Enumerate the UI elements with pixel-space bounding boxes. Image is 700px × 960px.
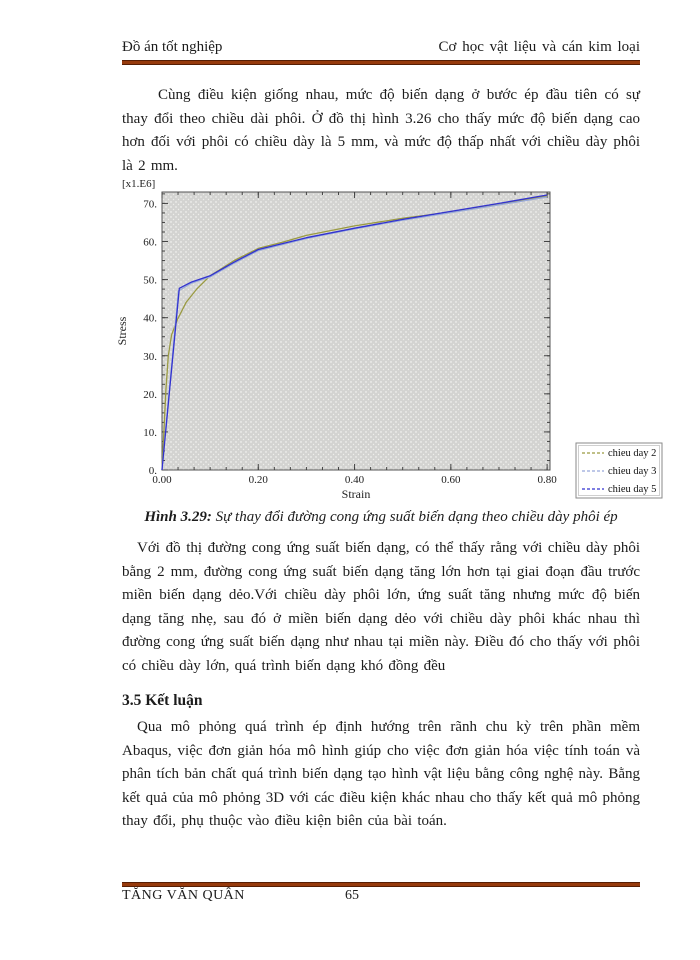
y-axis-label: Stress [115, 316, 129, 346]
chart-legend [576, 443, 662, 498]
chart-canvas [0, 176, 700, 510]
footer-rule [122, 882, 640, 887]
y-tick-label: 10. [143, 426, 157, 439]
x-tick-label: 0.80 [537, 474, 557, 486]
section-heading: 3.5 Kết luận [122, 692, 203, 709]
legend-label: chieu day 5 [608, 484, 657, 495]
x-tick-label: 0.20 [248, 474, 268, 486]
x-axis-label: Strain [341, 487, 371, 501]
figure-caption-label: Hình 3.29: [144, 509, 212, 525]
y-tick-label: 20. [143, 388, 157, 401]
header-rule [122, 60, 640, 65]
axis-scale-note: [x1.E6] [122, 178, 156, 190]
legend-label: chieu day 3 [608, 466, 657, 477]
x-tick-label: 0.40 [344, 474, 365, 486]
y-tick-label: 60. [143, 236, 157, 249]
plot-area [162, 192, 550, 470]
y-tick-label: 70. [143, 198, 157, 211]
header-right-title: Cơ học vật liệu và cán kim loại [438, 39, 640, 55]
stress-strain-chart [0, 176, 700, 510]
x-tick-label: 0.60 [441, 474, 461, 486]
y-tick-label: 40. [143, 312, 157, 325]
footer-page-number: 65 [345, 888, 359, 903]
paragraph-discussion: Với đồ thị đường cong ứng suất biến dạng, có thể thấy rằng với chiều dày phôi bằng 2 mm, đường cong ứng suất biến dạng tăng lớn hơn tại giai đoạn đầu trước miền biến dạng dẻo.Với chiều dày phôi lớn, ứng suất tăng nhưng mức độ biến dạng tăng nhẹ, sau đó ở miền biến dạng dẻo với chiều dày phôi khác nhau thì đường cong ứng suất biến dạng như nhau tại miền này. Điều đó cho thấy với phôi có chiều dày lớn, quá trình biến dạng khó đồng đều [122, 540, 640, 674]
y-tick-label: 0. [148, 465, 157, 477]
figure-caption [122, 509, 640, 526]
y-tick-label: 50. [143, 274, 157, 287]
figure-caption-text: Sự thay đổi đường cong ứng suất biến dạng theo chiều dày phôi ép [211, 509, 618, 525]
header-left-title: Đồ án tốt nghiệp [122, 39, 223, 55]
paragraph-intro: Cùng điều kiện giống nhau, mức độ biến dạng ở bước ép đầu tiên có sự thay đổi theo chiều dài phôi. Ở đồ thị hình 3.26 cho thấy mức độ biến dạng cao hơn đối với phôi có chiều dày là 5 mm, và mức độ thấp nhất với chiều dày phôi là 2 mm. [122, 87, 640, 174]
y-tick-label: 30. [143, 350, 157, 363]
paragraph-conclusion: Qua mô phỏng quá trình ép định hướng trên rãnh chu kỳ trên phần mềm Abaqus, việc đơn giản hóa mô hình giúp cho việc đơn giản hóa việc tính toán và phân tích bản chất quá trình biến dạng tạo hình vật liệu bằng công nghệ này. Bằng kết quả của mô phỏng 3D với các điều kiện khác nhau cho thấy kết quả mô phỏng thay đổi, phụ thuộc vào điều kiện biên của bài toán. [122, 719, 640, 830]
footer-author: TĂNG VĂN QUÂN [122, 888, 245, 903]
legend-label: chieu day 2 [608, 448, 657, 459]
x-tick-label: 0.00 [152, 474, 172, 486]
